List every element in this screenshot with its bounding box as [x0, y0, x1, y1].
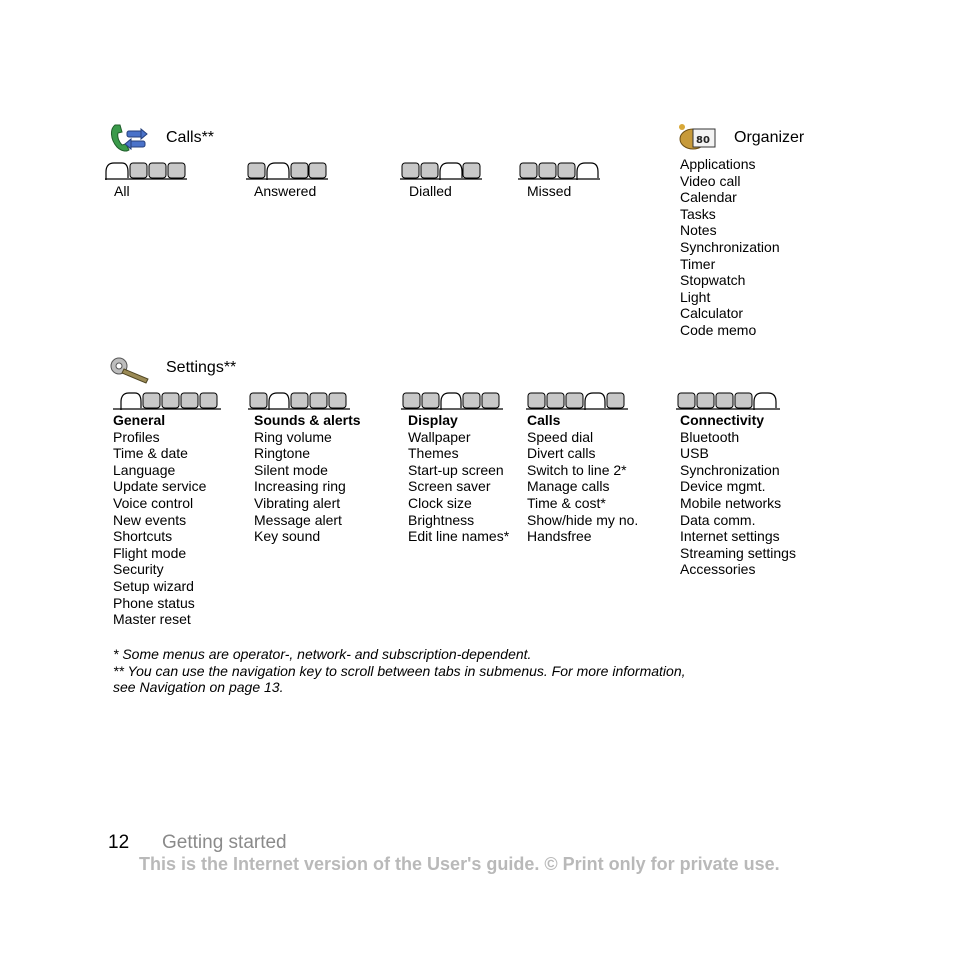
list-item: Phone status	[113, 594, 195, 611]
calls-tabs-dialled	[400, 160, 482, 182]
list-item: Manage calls	[527, 478, 610, 495]
list-item: Screen saver	[408, 478, 491, 495]
list-item: Setup wizard	[113, 577, 194, 594]
organizer-title: Organizer	[734, 129, 805, 146]
column-heading: Calls	[527, 412, 561, 428]
list-item: Update service	[113, 478, 207, 495]
calls-tabs-all	[105, 160, 187, 182]
settings-tabs-calls	[526, 390, 628, 412]
list-item: Vibrating alert	[254, 494, 341, 511]
list-item: Light	[680, 288, 711, 305]
list-item: Accessories	[680, 561, 756, 578]
list-item: Bluetooth	[680, 428, 740, 445]
list-item: Video call	[680, 172, 741, 189]
list-item: Tasks	[680, 205, 716, 222]
list-item: Code memo	[680, 321, 757, 338]
list-item: Clock size	[408, 494, 472, 511]
list-item: Shortcuts	[113, 528, 173, 545]
list-item: Ring volume	[254, 428, 332, 445]
svg-text:80: 80	[696, 135, 710, 146]
settings-general-list	[113, 412, 206, 628]
list-item: Internet settings	[680, 528, 780, 545]
settings-tabs-display	[401, 390, 503, 412]
wrench-settings-icon	[108, 352, 150, 386]
list-item: USB	[680, 445, 709, 462]
list-item: Switch to line 2*	[527, 461, 627, 478]
list-item: Wallpaper	[408, 428, 471, 445]
page-number: 12	[108, 832, 130, 853]
footnote: * Some menus are operator-, network- and subscription-dependent.	[113, 646, 532, 662]
list-item: Synchronization	[680, 238, 780, 255]
list-item: Time & date	[113, 445, 188, 462]
column-heading: Sounds & alerts	[254, 412, 361, 428]
list-item: New events	[113, 511, 187, 528]
organizer-list	[680, 156, 780, 339]
tab-dialled: Dialled	[409, 183, 452, 199]
list-item: Brightness	[408, 511, 475, 528]
calls-title: Calls**	[166, 129, 215, 146]
settings-calls-list	[527, 412, 638, 545]
list-item: Key sound	[254, 528, 321, 545]
list-item: Stopwatch	[680, 272, 746, 289]
list-item: Increasing ring	[254, 478, 346, 495]
copyright-notice: This is the Internet version of the User's guide. © Print only for private use.	[139, 854, 780, 874]
list-item: Device mgmt.	[680, 478, 766, 495]
list-item: Voice control	[113, 494, 194, 511]
list-item: Synchronization	[680, 461, 780, 478]
footnote: see Navigation on page 13.	[113, 679, 284, 696]
settings-tabs-general	[113, 390, 221, 412]
tab-missed: Missed	[527, 183, 572, 199]
list-item: Speed dial	[527, 428, 594, 445]
list-item: Notes	[680, 222, 717, 239]
calls-tabs-answered	[246, 160, 328, 182]
list-item: Timer	[680, 255, 716, 272]
list-item: Mobile networks	[680, 494, 782, 511]
list-item: Themes	[408, 445, 459, 462]
list-item: Streaming settings	[680, 544, 796, 561]
list-item: Time & cost*	[527, 494, 606, 511]
list-item: Calendar	[680, 189, 737, 206]
column-heading: Display	[408, 412, 458, 428]
tab-all: All	[114, 183, 130, 199]
calls-tabs-missed	[518, 160, 600, 182]
list-item: Profiles	[113, 428, 160, 445]
list-item: Flight mode	[113, 544, 187, 561]
list-item: Applications	[680, 156, 756, 172]
tab-answered: Answered	[254, 183, 317, 199]
footnote: ** You can use the navigation key to scroll between tabs in submenus. For more information,	[113, 662, 686, 679]
footnotes	[113, 646, 733, 696]
settings-sounds-list	[254, 412, 361, 545]
settings-tabs-sounds	[248, 390, 350, 412]
organizer-icon	[676, 121, 718, 155]
settings-title: Settings**	[166, 359, 237, 376]
list-item: Security	[113, 561, 164, 578]
settings-display-list	[408, 412, 509, 545]
list-item: Divert calls	[527, 445, 596, 462]
column-heading: General	[113, 412, 166, 428]
list-item: Edit line names*	[408, 528, 510, 545]
settings-tabs-connectivity	[676, 390, 780, 412]
list-item: Language	[113, 461, 176, 478]
list-item: Start-up screen	[408, 461, 504, 478]
list-item: Ringtone	[254, 445, 311, 462]
section-title: Getting started	[162, 832, 287, 853]
list-item: Master reset	[113, 611, 191, 628]
column-heading: Connectivity	[680, 412, 765, 428]
list-item: Message alert	[254, 511, 342, 528]
settings-connectivity-list	[680, 412, 796, 578]
list-item: Calculator	[680, 305, 744, 322]
list-item: Silent mode	[254, 461, 328, 478]
list-item: Show/hide my no.	[527, 511, 639, 528]
list-item: Handsfree	[527, 528, 592, 545]
list-item: Data comm.	[680, 511, 756, 528]
phone-call-icon	[107, 121, 149, 155]
